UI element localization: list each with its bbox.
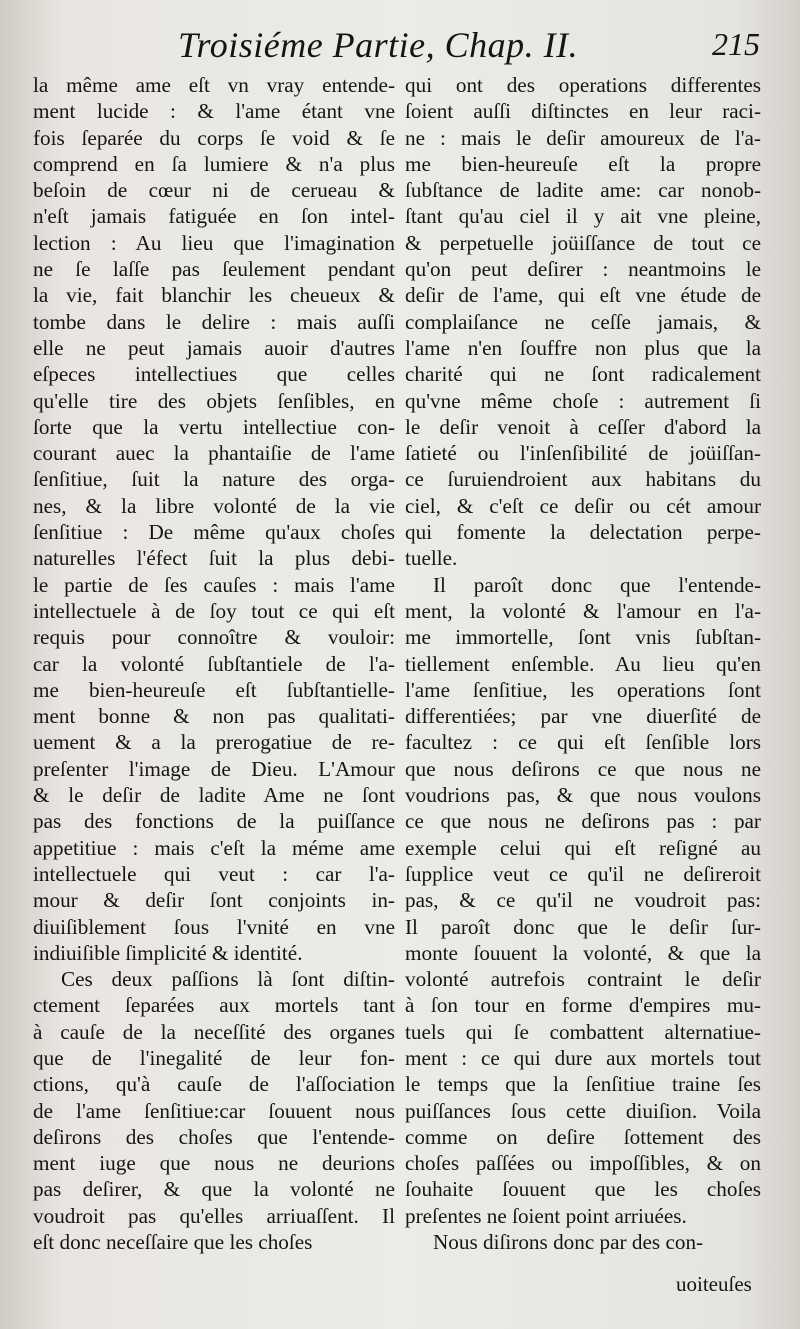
text-line: naturelles l'éfect ſuit la plus debi-	[33, 546, 395, 571]
text-line: Ces deux paſſions là ſont diſtin-	[61, 967, 395, 992]
text-line: n'eſt jamais fatiguée en ſon intel-	[33, 204, 395, 229]
text-line: voudrions pas, & que nous voulons	[405, 783, 761, 808]
text-line: l'ame ſenſitiue, les operations ſont	[405, 677, 761, 702]
text-line: voudroit pas qu'elles arriuaſſent. Il	[33, 1203, 395, 1228]
text-line: tiellement enſemble. Au lieu qu'en	[405, 651, 761, 676]
text-line: le deſir venoit à ceſſer d'abord la	[405, 414, 761, 439]
text-line: qu'elle tire des objets ſenſibles, en	[33, 388, 395, 413]
text-line: à cauſe de la neceſſité des organes	[33, 1019, 395, 1044]
text-line: tuels qui ſe combattent alternatiue-	[405, 1019, 761, 1044]
text-line: indiuiſible ſimplicité & identité.	[33, 940, 303, 965]
text-line: eſt donc neceſſaire que les choſes	[33, 1230, 313, 1255]
text-line: intellectuele à de ſoy tout ce qui eſt	[33, 598, 395, 623]
text-line: deſirons des choſes que l'entende-	[33, 1124, 395, 1149]
text-line: monte ſouuent la volonté, & que la	[405, 940, 761, 965]
text-line: me immortelle, ſont vnis ſubſtan-	[405, 625, 761, 650]
text-line: requis pour connoître & vouloir:	[33, 625, 395, 650]
text-line: courant auec la phantaiſie de l'ame	[33, 441, 395, 466]
text-line: beſoin de cœur ni de cerueau &	[33, 178, 395, 203]
text-line: preſenter l'image de Dieu. L'Amour	[33, 756, 395, 781]
left-column	[33, 72, 395, 1255]
text-line: Il paroît donc que l'entende-	[433, 572, 761, 597]
text-line: choſes paſſées ou impoſſibles, & on	[405, 1151, 761, 1176]
text-line: ment bonne & non pas qualitati-	[33, 704, 395, 729]
page-number: 215	[712, 26, 760, 62]
text-line: ctement ſeparées aux mortels tant	[33, 993, 395, 1018]
text-line: Il paroît donc que le deſir ſur-	[405, 914, 761, 939]
text-line: l'ame n'en ſouffre non plus que la	[405, 335, 761, 360]
running-title: Troisiéme Partie, Chap. II.	[178, 25, 579, 65]
text-line: à ſon tour en forme d'empires mu-	[405, 993, 761, 1018]
text-line: ment : ce qui dure aux mortels tout	[405, 1045, 761, 1070]
text-line: qui fomente la delectation perpe-	[405, 520, 761, 545]
text-line: ſupplice veut ce qu'il ne deſireroit	[405, 861, 761, 886]
text-line: ſenſitiue, ſuit la nature des orga-	[33, 467, 395, 492]
text-line: appetitiue : mais c'eſt la méme ame	[33, 835, 395, 860]
text-line: & le deſir de ladite Ame ne ſont	[33, 783, 395, 808]
text-line: tombe dans le delire : mais auſſi	[33, 309, 395, 334]
text-line: charité qui ne ſont radicalement	[405, 362, 761, 387]
text-line: fois ſeparée du corps ſe void & ſe	[33, 125, 395, 150]
right-column	[405, 72, 761, 1255]
text-line: ſtant qu'au ciel il y ait vne pleine,	[405, 204, 761, 229]
text-line: le partie de ſes cauſes : mais l'ame	[33, 572, 395, 597]
text-line: ment, la volonté & l'amour en l'a-	[405, 598, 761, 623]
text-line: ſorte que la vertu intellectiue con-	[33, 414, 395, 439]
text-line: tuelle.	[405, 546, 458, 571]
page-header	[0, 22, 800, 70]
text-line: pas deſirer, & que la volonté ne	[33, 1177, 395, 1202]
text-line: lection : Au lieu que l'imagination	[33, 230, 395, 255]
text-line: exemple celui qui eſt reſigné au	[405, 835, 761, 860]
text-line: qu'on peut deſirer : neantmoins le	[405, 257, 761, 282]
text-line: me bien-heureuſe eſt la propre	[405, 151, 761, 176]
text-line: mour & deſir ſont conjoints in-	[33, 888, 395, 913]
text-line: eſpeces intellectiues que celles	[33, 362, 395, 387]
text-line: la vie, fait blanchir les cheueux &	[33, 283, 395, 308]
text-line: deſir de l'ame, qui eſt vne étude de	[405, 283, 761, 308]
text-line: qui ont des operations differentes	[405, 73, 761, 97]
text-line: pas, & ce qu'il ne voudroit pas:	[405, 888, 761, 913]
text-line: de l'ame ſenſitiue:car ſouuent nous	[33, 1098, 395, 1123]
text-line: car la volonté ſubſtantiele de l'a-	[33, 651, 395, 676]
text-line: & perpetuelle joüiſſance de tout ce	[405, 230, 761, 255]
text-line: preſentes ne ſoient point arriuées.	[405, 1203, 687, 1228]
text-line: ſoient auſſi diſtinctes en leur raci-	[405, 99, 761, 124]
text-line: que de l'inegalité de leur fon-	[33, 1045, 395, 1070]
text-line: ciel, & c'eſt ce deſir ou cét amour	[405, 493, 761, 518]
text-line: ſatieté ou l'inſenſibilité de joüiſſan-	[405, 441, 761, 466]
text-line: ne : mais le deſir amoureux de l'a-	[405, 125, 761, 150]
text-line: nes, & la libre volonté de la vie	[33, 493, 395, 518]
text-line: que nous deſirons ce que nous ne	[405, 756, 761, 781]
text-line: puiſſances ſous cette diuiſion. Voila	[405, 1098, 761, 1123]
text-line: ctions, qu'à cauſe de l'aſſociation	[33, 1072, 395, 1097]
text-line: pas des fonctions de la puiſſance	[33, 809, 395, 834]
text-line: intellectuele qui veut : car l'a-	[33, 861, 395, 886]
text-line: elle ne peut jamais auoir d'autres	[33, 335, 395, 360]
text-line: me bien-heureuſe eſt ſubſtantielle-	[33, 677, 395, 702]
text-line: ſubſtance de ladite ame: car nonob-	[405, 178, 761, 203]
text-line: le temps que la ſenſitiue traine ſes	[405, 1072, 761, 1097]
text-line: complaiſance ne ceſſe jamais, &	[405, 309, 761, 334]
text-line: qu'vne même choſe : autrement ſi	[405, 388, 761, 413]
text-line: la même ame eſt vn vray entende-	[33, 73, 395, 97]
text-line: ce ſuruiendroient aux habitans du	[405, 467, 761, 492]
text-line: ſouhaite ſouuent que les choſes	[405, 1177, 761, 1202]
text-line: comprend en ſa lumiere & n'a plus	[33, 151, 395, 176]
text-line: differentiées; par vne diuerſité de	[405, 704, 761, 729]
text-line: comme on deſire ſottement des	[405, 1124, 761, 1149]
text-line: ſenſitiue : De même qu'aux choſes	[33, 520, 395, 545]
text-line: ment iuge que nous ne deurions	[33, 1151, 395, 1176]
text-line: diuiſiblement ſous l'vnité en vne	[33, 914, 395, 939]
catchword: uoiteuſes	[676, 1272, 752, 1296]
text-line: ne ſe laſſe pas ſeulement pendant	[33, 257, 395, 282]
text-line: Nous diſirons donc par des con-	[433, 1230, 704, 1255]
text-line: facultez : ce qui eſt ſenſible lors	[405, 730, 761, 755]
text-line: ce que nous ne deſirons pas : par	[405, 809, 761, 834]
text-line: ment lucide : & l'ame étant vne	[33, 99, 395, 124]
text-line: volonté autrefois contraint le deſir	[405, 967, 761, 992]
text-line: uement & a la prerogatiue de re-	[33, 730, 395, 755]
